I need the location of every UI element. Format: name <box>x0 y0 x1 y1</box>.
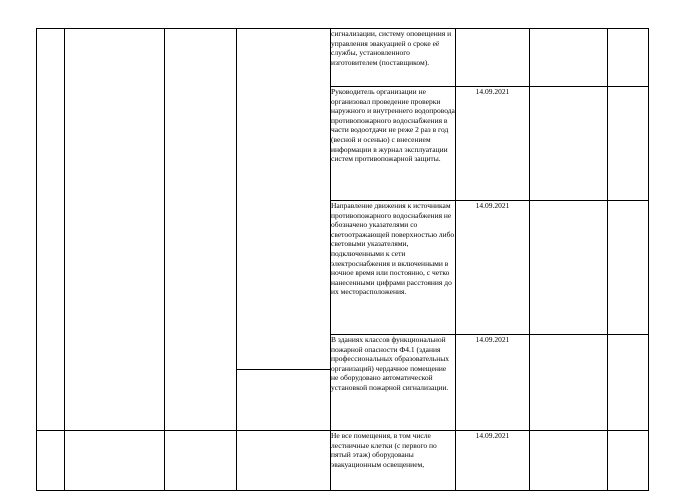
deadline-date: 14.09.2021 <box>456 431 530 491</box>
inspection-table <box>36 28 649 491</box>
deadline-date: 14.09.2021 <box>456 87 530 201</box>
cell-address <box>165 29 237 431</box>
cell-mark <box>530 87 608 201</box>
deadline-date: 14.09.2021 <box>456 335 530 431</box>
cell-note <box>608 335 649 431</box>
cell-note <box>608 201 649 335</box>
deadline-date: 14.09.2021 <box>456 201 530 335</box>
cell-number <box>37 431 65 491</box>
table-row <box>37 431 649 491</box>
deadline-date <box>456 29 530 87</box>
cell-mark <box>530 201 608 335</box>
cell-object <box>65 431 165 491</box>
cell-mark <box>530 335 608 431</box>
cell-number <box>37 29 65 431</box>
cell-note <box>608 431 649 491</box>
cell-address <box>165 431 237 491</box>
inner-divider <box>237 369 330 370</box>
cell-object <box>65 29 165 431</box>
cell-note <box>608 87 649 201</box>
violation-text: Не все помещения, в том числе лестничные клетки (с первого по пятый этаж) оборудованы эвакуационным освещением, <box>331 431 456 491</box>
cell-mark <box>530 431 608 491</box>
cell-note <box>608 29 649 87</box>
cell-document <box>237 29 331 431</box>
table-row <box>37 29 649 87</box>
cell-mark <box>530 29 608 87</box>
cell-document <box>237 431 331 491</box>
violation-text: сигнализации, систему оповещения и управления эвакуацией о сроке её службы, установленного изготовителем (поставщиком). <box>331 29 456 87</box>
violation-text: В зданиях классов функциональной пожарной опасности Ф4.1 (здания профессиональных образовательных организаций) чердачное помещение не оборудовано автоматической установкой пожарной сигнализации. <box>331 335 456 431</box>
violation-text: Направление движения к источникам противопожарного водоснабжения не обозначено указателями со светоотражающей поверхностью либо световыми указателями, подключенными к сети электроснабжения и включенными в ночное время или постоянно, с четко нанесенными цифрами расстояния до их месторасположения. <box>331 201 456 335</box>
violation-text: Руководитель организации не организовал проведение проверки наружного и внутреннего водопровода противопожарного водоснабжения в части водоотдачи не реже 2 раз в год (весной и осенью) с внесением информации в журнал эксплуатации систем противопожарной защиты. <box>331 87 456 201</box>
